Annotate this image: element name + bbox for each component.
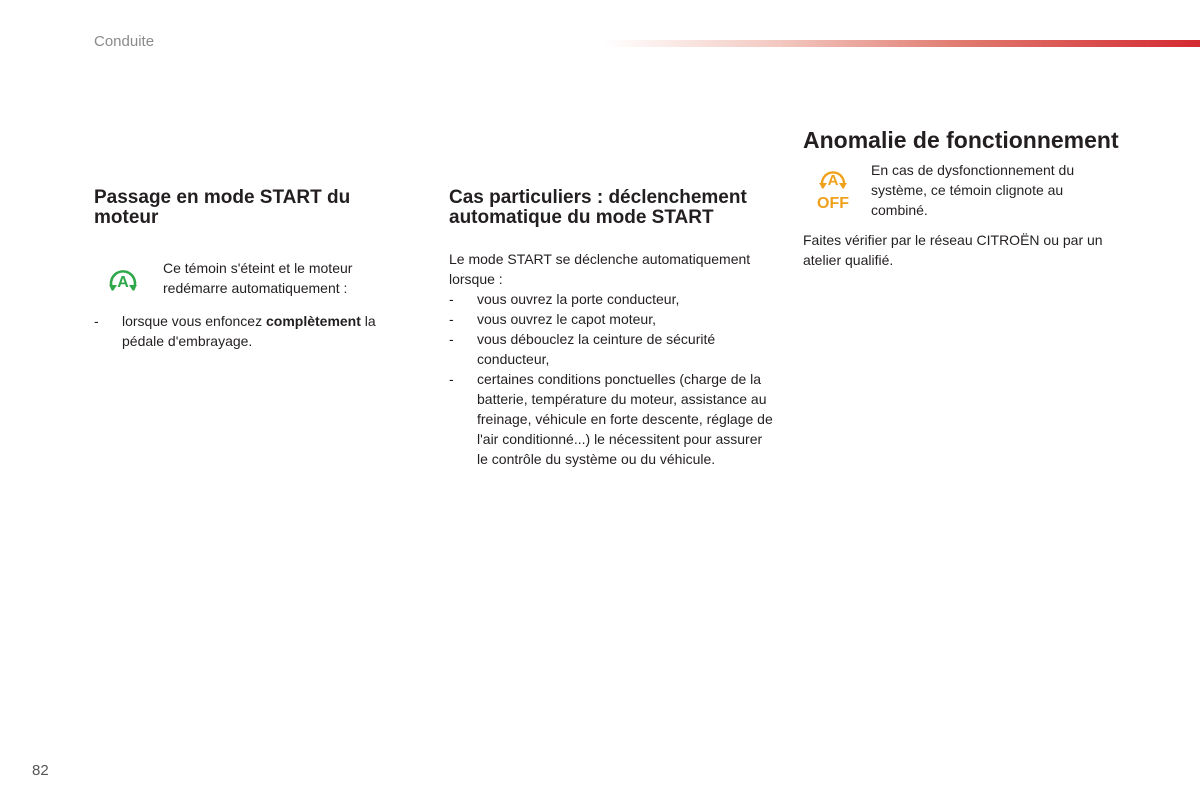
off-label: OFF (817, 195, 849, 212)
auto-start-off-letter: A (827, 172, 839, 189)
malfunction-title: Anomalie de fonctionnement (803, 127, 1119, 153)
start-mode-title: Passage en mode START du moteur (94, 187, 351, 228)
column-special-cases (449, 188, 774, 469)
page-number: 82 (32, 762, 49, 779)
start-bullet-list (94, 311, 414, 351)
malfunction-advice: Faites vérifier par le réseau CITROËN ou par un atelier qualifié. (803, 232, 1103, 268)
special-cases-title: Cas particuliers : déclenchement automatique du mode START (449, 187, 747, 228)
column-start-mode (94, 188, 414, 351)
list-item (94, 311, 414, 351)
special-cases-intro: Le mode START se déclenche automatiquement lorsque : (449, 251, 751, 287)
auto-start-off-orange-icon (803, 160, 871, 217)
off-icon-text: En cas de dysfonctionnement du système, ce témoin clignote au combiné. (871, 162, 1075, 218)
header-accent-bar (604, 40, 1200, 47)
bullet-text: lorsque vous enfoncez (122, 313, 266, 329)
column-malfunction (803, 128, 1123, 270)
section-label: Conduite (94, 33, 155, 50)
list-item: - vous débouclez la ceinture de sécurité conducteur, (449, 329, 774, 369)
auto-start-letter: A (117, 274, 129, 291)
special-cases-list (449, 289, 774, 469)
off-icon-row (803, 160, 1123, 220)
start-icon-row (94, 258, 414, 301)
list-item: - vous ouvrez la porte conducteur, (449, 289, 774, 309)
bullet-text-end: la pédale d'embrayage. (122, 313, 376, 349)
start-icon-text: Ce témoin s'éteint et le moteur redémarre automatiquement : (163, 260, 353, 296)
list-item: - certaines conditions ponctuelles (charge de la batterie, température du moteur, assistance au freinage, véhicule en forte descente, réglage de l'air conditionné...) le nécessitent pour assurer le contrôle du système ou du véhicule. (449, 369, 774, 469)
bullet-bold-text: complètement (265, 313, 361, 329)
list-item: - vous ouvrez le capot moteur, (449, 309, 774, 329)
auto-start-green-icon (94, 258, 163, 301)
